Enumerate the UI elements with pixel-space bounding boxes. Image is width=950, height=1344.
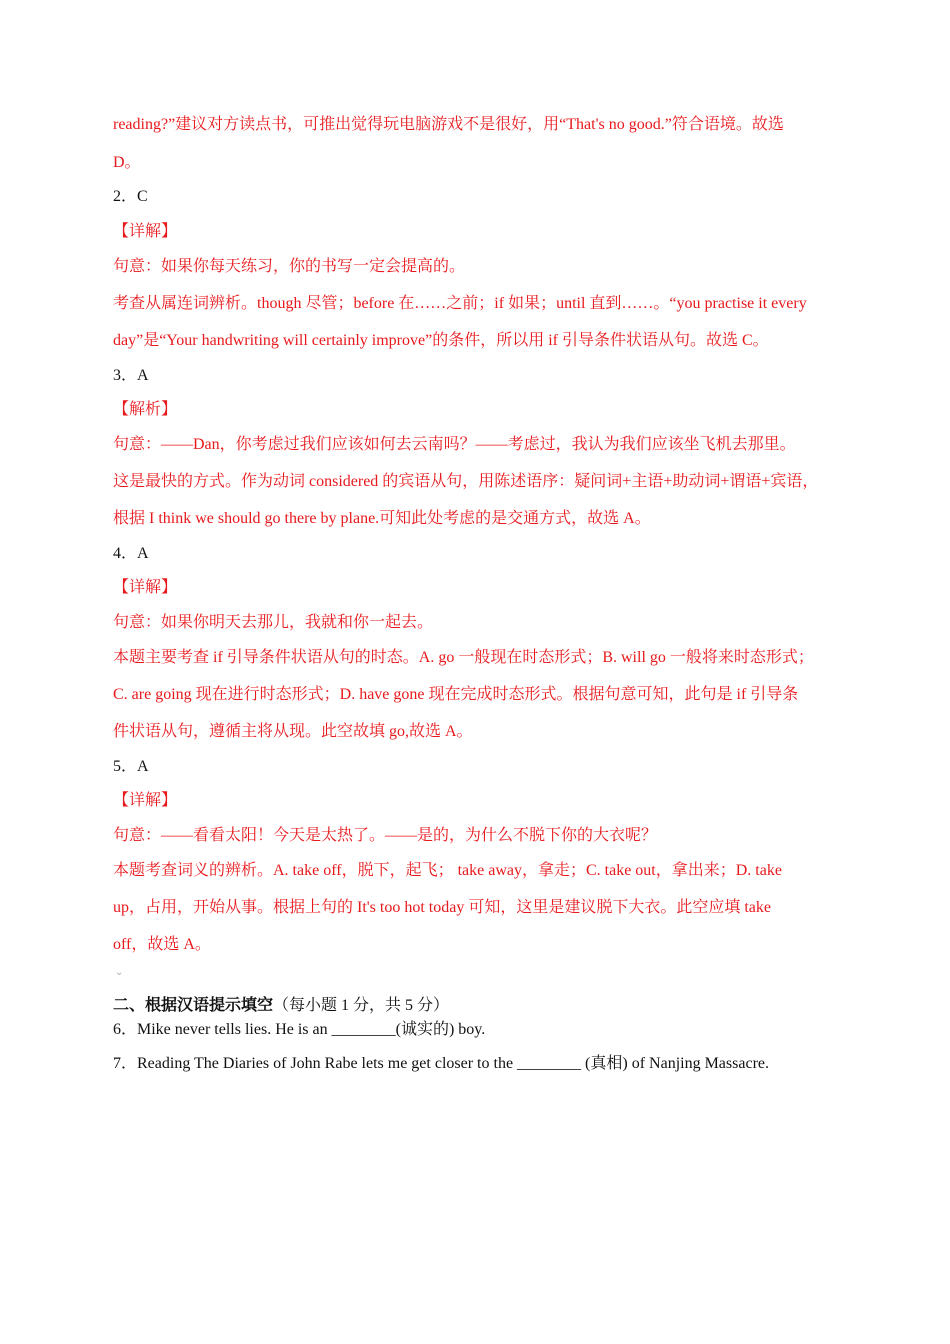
question-7: 7．Reading The Diaries of John Rabe lets me get closer to the ________ (真相) of Nanjing Massacre.	[113, 1055, 769, 1072]
text-line: up，占用，开始从事。根据上句的 It's too hot today 可知，这里是建议脱下大衣。此空应填 take	[113, 899, 771, 916]
text-line: 句意：如果你每天练习，你的书写一定会提高的。	[113, 258, 466, 275]
text-line: reading?”建议对方读点书，可推出觉得玩电脑游戏不是很好，用“That's no good.”符合语境。故选	[113, 116, 784, 133]
text-line: 本题考查词义的辨析。A. take off，脱下，起飞； take away，拿走；C. take out，拿出来；D. take	[113, 862, 782, 879]
text-line: C. are going 现在进行时态形式；D. have gone 现在完成时态形式。根据句意可知，此句是 if 引导条	[113, 686, 799, 703]
text-line: off，故选 A。	[113, 936, 211, 953]
text-line: 4．A	[113, 545, 149, 562]
text-line: 5．A	[113, 758, 149, 775]
section-note: （每小题 1 分，共 5 分）	[273, 997, 450, 1014]
text-line: 【解析】	[113, 401, 178, 418]
question-6: 6．Mike never tells lies. He is an ________(诚实的) boy.	[113, 1021, 486, 1038]
text-line: 【详解】	[113, 223, 178, 240]
text-line: 句意：——Dan，你考虑过我们应该如何去云南吗？——考虑过，我认为我们应该坐飞机去那里。	[113, 436, 796, 453]
text-line: day”是“Your handwriting will certainly improve”的条件，所以用 if 引导条件状语从句。故选 C。	[113, 332, 769, 349]
section-heading: 二、根据汉语提示填空	[113, 997, 274, 1014]
text-line: 2．C	[113, 188, 148, 205]
text-line: 根据 I think we should go there by plane.可知此处考虑的是交通方式，故选 A。	[113, 510, 651, 527]
text-line: 句意：——看看太阳！今天是太热了。——是的，为什么不脱下你的大衣呢？	[113, 827, 658, 844]
text-line: 【详解】	[113, 792, 178, 809]
text-line: 件状语从句，遵循主将从现。此空故填 go,故选 A。	[113, 723, 473, 740]
paragraph-mark: ⌄	[115, 967, 124, 978]
text-line: 【详解】	[113, 579, 178, 596]
text-line: 句意：如果你明天去那儿，我就和你一起去。	[113, 614, 434, 631]
text-line: 3．A	[113, 367, 149, 384]
text-line: 考查从属连词辨析。though 尽管；before 在……之前；if 如果；until 直到……。“you practise it every	[113, 295, 807, 312]
text-line: 本题主要考查 if 引导条件状语从句的时态。A. go 一般现在时态形式；B. will go 一般将来时态形式；	[113, 649, 814, 666]
text-line: 这是最快的方式。作为动词 considered 的宾语从句，用陈述语序：疑问词+主语+助动词+谓语+宾语，	[113, 473, 819, 490]
section-heading-line	[113, 995, 843, 1017]
text-line: D。	[113, 154, 141, 171]
